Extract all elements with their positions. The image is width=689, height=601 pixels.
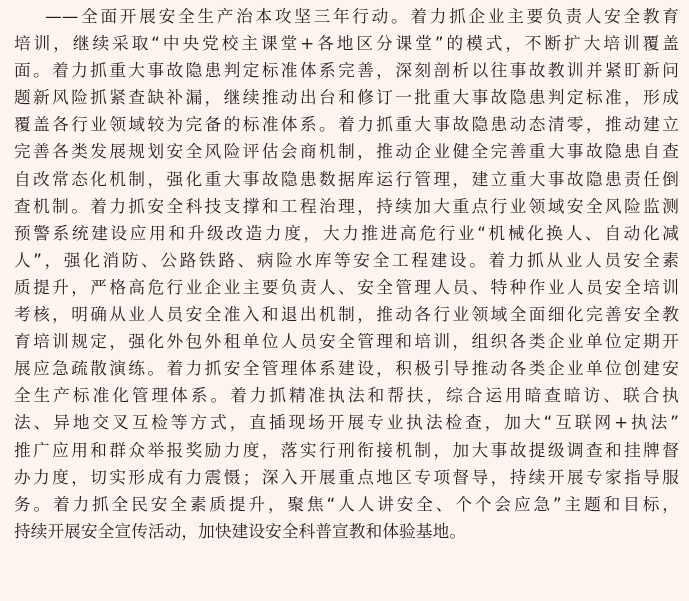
article-body (14, 3, 679, 545)
paragraph-line: 推广应用和群众举报奖励力度，落实行刑衔接机制，加大事故提级调查和挂牌督 (14, 440, 679, 460)
paragraph-line: 育培训规定，强化外包外租单位人员安全管理和培训，组织各类企业单位定期开 (14, 332, 679, 352)
paragraph-line: 预警系统建设应用和升级改造力度，大力推进高危行业“机械化换人、自动化减 (14, 223, 679, 243)
paragraph-line: 质提升，严格高危行业企业主要负责人、安全管理人员、特种作业人员安全培训 (14, 277, 679, 297)
paragraph-line: 全生产标准化管理体系。着力抓精准执法和帮扶，综合运用暗查暗访、联合执 (14, 386, 679, 406)
paragraph-line: 完善各类发展规划安全风险评估会商机制，推动企业健全完善重大事故隐患自查 (14, 142, 679, 162)
paragraph-line: 展应急疏散演练。着力抓安全管理体系建设，积极引导推动各类企业单位创建安 (14, 359, 679, 379)
paragraph-line: 务。着力抓全民安全素质提升，聚焦“人人讲安全、个个会应急”主题和目标， (14, 494, 679, 514)
paragraph-line: 法、异地交叉互检等方式，直插现场开展专业执法检查，加大“互联网+执法” (14, 413, 679, 433)
paragraph-line: 覆盖各行业领域较为完备的标准体系。着力抓重大事故隐患动态清零，推动建立 (14, 115, 679, 135)
paragraph-line: ——全面开展安全生产治本攻坚三年行动。着力抓企业主要负责人安全教育 (45, 7, 679, 26)
paragraph-line: 面。着力抓重大事故隐患判定标准体系完善，深刻剖析以往事故教训并紧盯新问 (14, 61, 679, 81)
paragraph-line: 培训，继续采取“中央党校主课堂+各地区分课堂”的模式，不断扩大培训覆盖 (14, 34, 679, 54)
paragraph-line: 题新风险抓紧查缺补漏，继续推动出台和修订一批重大事故隐患判定标准，形成 (14, 88, 679, 108)
paragraph-line: 人”，强化消防、公路铁路、病险水库等安全工程建设。着力抓从业人员安全素 (14, 250, 679, 270)
paragraph-line: 考核，明确从业人员安全准入和退出机制，推动各行业领域全面细化完善安全教 (14, 305, 679, 325)
paragraph-line: 查机制。着力抓安全科技支撑和工程治理，持续加大重点行业领域安全风险监测 (14, 196, 679, 216)
paragraph-line: 自改常态化机制，强化重大事故隐患数据库运行管理，建立重大事故隐患责任倒 (14, 169, 679, 189)
paragraph-line: 持续开展安全宣传活动，加快建设安全科普宣教和体验基地。 (14, 521, 467, 541)
paragraph-line: 办力度，切实形成有力震慑；深入开展重点地区专项督导，持续开展专家指导服 (14, 467, 679, 487)
